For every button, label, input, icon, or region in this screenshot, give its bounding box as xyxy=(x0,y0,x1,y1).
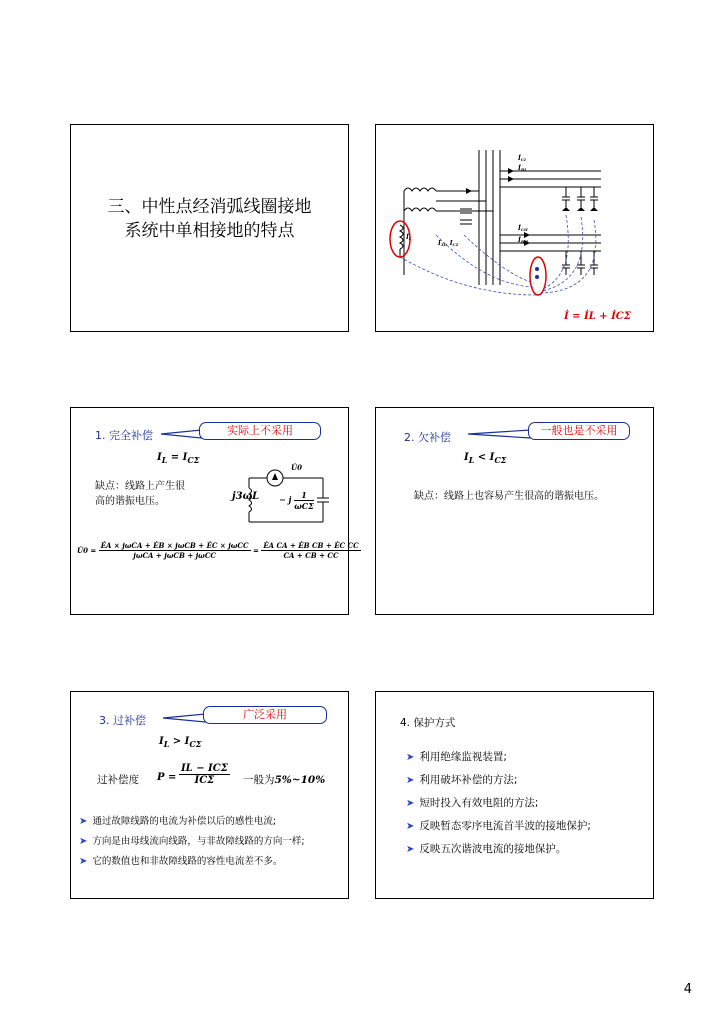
formula-total-current: İ = İL + İCΣ xyxy=(564,311,631,322)
slide-title xyxy=(70,124,349,332)
degree-fraction: IL − ICΣ ICΣ xyxy=(181,763,228,786)
slide-protection-methods xyxy=(375,691,654,899)
slide-under-compensation xyxy=(375,407,654,615)
list-item: ➤ 利用绝缘监视装置; xyxy=(406,751,507,763)
label-ici: İCI xyxy=(518,155,526,162)
list-item: ➤ 通过故障线路的电流为补偿以后的感性电流; xyxy=(79,816,277,827)
circuit-diagram xyxy=(376,125,653,331)
callout-text: 实际上不采用 xyxy=(199,422,321,440)
page-number: 4 xyxy=(683,982,692,997)
label-ibi: İBI xyxy=(518,165,527,172)
heading-over-compensation: 3. 过补偿 xyxy=(99,714,146,727)
list-item: ➤ 反映暂态零序电流首半波的接地保护; xyxy=(406,820,591,832)
p-label: P = xyxy=(157,772,177,783)
label-il: İL xyxy=(406,234,412,241)
list-item: ➤ 反映五次谐波电流的接地保护。 xyxy=(406,843,567,855)
inductor-label: j3ωL xyxy=(232,491,260,502)
list-item: ➤ 利用破坏补偿的方法; xyxy=(406,774,518,786)
voltage-equation: U̇0 = ĖA × jωCA + ĖB × jωCB + ĖC × jωCC jωCA + jωCB + jωCC = $\frac{\text{ĖA CA + ĖB CB + ĖC CC}}{CA + CB + CC}$ xyxy=(77,541,359,560)
note-disadvantage: 缺点：线路上产生很 高的谐振电压。 xyxy=(95,481,185,507)
source-label: U̇0 xyxy=(291,463,302,472)
condition-greater: $I_L > I_{C\Sigma}$ xyxy=(159,736,202,749)
slide-circuit-diagram xyxy=(375,124,654,332)
heading-full-compensation: 1. 完全补偿 xyxy=(95,429,153,442)
heading-protection: 4. 保护方式 xyxy=(400,717,456,729)
over-comp-degree-label: 过补偿度 xyxy=(97,774,139,786)
list-item: ➤ 方向是由母线流向线路，与非故障线路的方向一样; xyxy=(79,836,305,847)
range-note: 一般为5%~10% xyxy=(243,774,326,786)
slide-title-line2: 系统中单相接地的特点 xyxy=(124,221,295,241)
heading-under-compensation: 2. 欠补偿 xyxy=(404,431,451,444)
list-item: ➤ 它的数值也和非故障线路的容性电流差不多。 xyxy=(79,856,283,867)
callout-text: 一般也是不采用 xyxy=(528,422,630,440)
label-fault: IΣI, ICΣ xyxy=(438,240,459,247)
note-disadvantage: 缺点：线路上也容易产生很高的谐振电压。 xyxy=(414,491,604,502)
slide-over-compensation xyxy=(70,691,349,899)
condition-less: $I_L < I_{C\Sigma}$ xyxy=(464,452,507,465)
list-item: ➤ 短时投入有效电阻的方法; xyxy=(406,797,539,809)
capacitor-label: − j 1 ωCΣ xyxy=(279,490,314,511)
condition-equal: $I_L = I_{C\Sigma}$ xyxy=(157,452,200,465)
slide-full-compensation xyxy=(70,407,359,615)
label-ibii: İBII xyxy=(518,237,528,244)
label-icii: İCII xyxy=(518,225,528,232)
slide-title-line1: 三、中性点经消弧线圈接地 xyxy=(107,197,312,217)
callout-text: 广泛采用 xyxy=(203,706,327,724)
over-comp-bullets xyxy=(79,812,305,872)
protection-bullets xyxy=(406,746,591,861)
